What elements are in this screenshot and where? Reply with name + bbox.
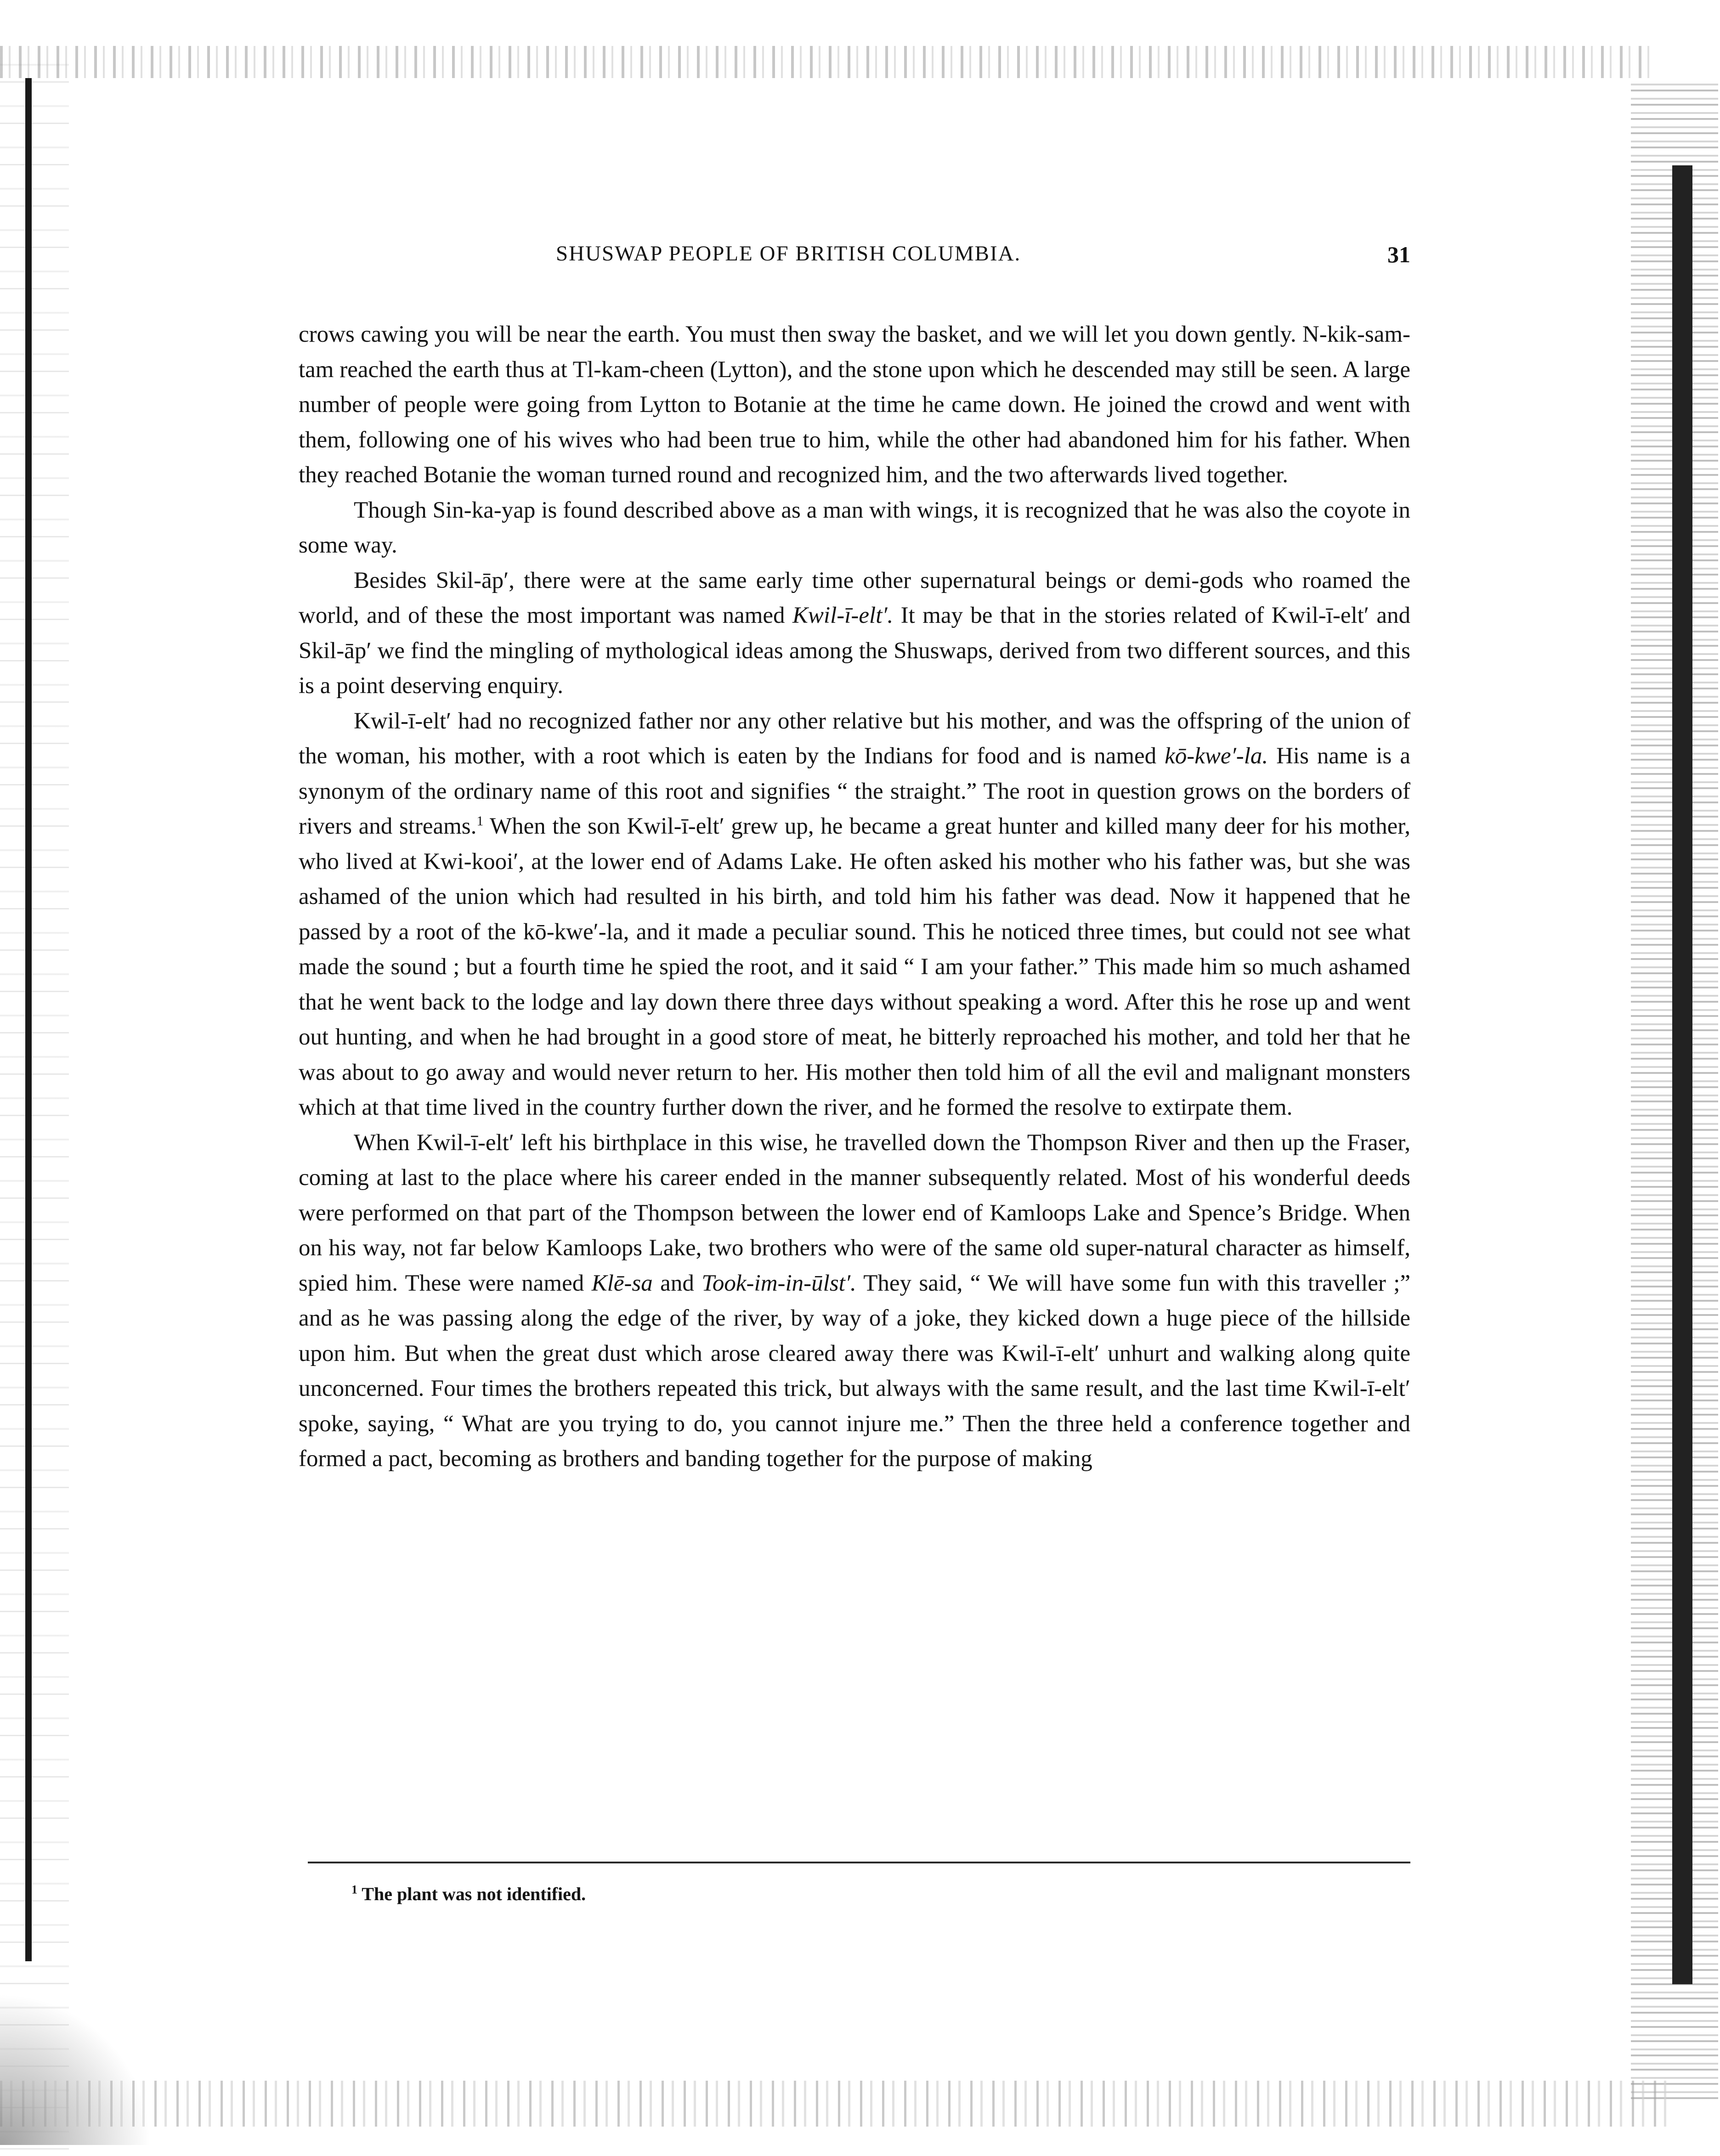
italic-term: kō-kwe′-la. — [1165, 743, 1268, 769]
paragraph — [299, 317, 1410, 493]
footnote — [351, 1883, 586, 1905]
text-run: It may be that in the stories related of Kwil-ī-elt′ and Skil-āp′ we find the mingling of mythological ideas among the Shuswaps, derived from two different sources, and this is a point deserving enquiry. — [299, 603, 1410, 699]
footnote-rule — [308, 1862, 1410, 1863]
text-run: and — [652, 1270, 702, 1296]
binding-edge-left — [25, 78, 32, 1961]
text-run: His name is a synonym of the ordinary name of this root and signifies “ the straight.” The root in question grows on the borders of rivers and streams. — [299, 743, 1410, 839]
text-run: crows cawing you will be near the earth. You must then sway the basket, and we will let you down gently. N-kik-sam-tam reached the earth thus at Tl-kam-cheen (Lytton), and the stone upon which he descended may still be seen. A large number of people were going from Lytton to Botanie at the time he came down. He joined the crowd and went with them, following one of his wives who had been true to him, while the other had abandoned him for his father. When they reached Botanie the woman turned round and recognized him, and the two afterwards lived together. — [299, 322, 1410, 488]
binding-edge-right — [1672, 165, 1692, 1984]
italic-term: Took-im-in-ūlst′. — [702, 1270, 856, 1296]
footnote-marker: 1 — [351, 1883, 357, 1896]
text-run: Kwil-ī-elt′ had no recognized father nor any other relative but his mother, and was the offspring of the union of the woman, his mother, with a root which is eaten by the Indians for food and is named — [299, 708, 1410, 769]
italic-term: Kwil-ī-elt′. — [792, 603, 894, 628]
scan-smudge-bottom-left — [0, 1993, 152, 2145]
footnote-reference: 1 — [476, 813, 484, 829]
running-head — [299, 241, 1410, 273]
text-run: Besides Skil-āp′, there were at the same early time other supernatural beings or demi-gods who roamed the world, and of these the most important was named — [299, 567, 1410, 628]
footnote-text: The plant was not identified. — [362, 1884, 586, 1904]
scan-noise-bottom — [0, 2081, 1672, 2127]
text-run: When Kwil-ī-elt′ left his birthplace in this wise, he travelled down the Thompson River and then up the Fraser, coming at last to the place where his career ended in the manner subsequently related. Most of his wonderful deeds were performed on that part of the Thompson between the lower end of Kamloops Lake and Spence’s Bridge. When on his way, not far below Kamloops Lake, two brothers who were of the same old super-natural character as himself, spied him. These were named — [299, 1129, 1410, 1296]
text-run: Though Sin-ka-yap is found described above as a man with wings, it is recognized that he was also the coyote in some way. — [299, 497, 1410, 558]
scan-noise-top — [0, 46, 1654, 78]
scan-noise-left — [0, 55, 69, 2150]
italic-term: Klē-sa — [591, 1270, 653, 1296]
body-text — [299, 317, 1410, 1477]
paragraph — [299, 704, 1410, 1125]
running-title: SHUSWAP PEOPLE OF BRITISH COLUMBIA. — [556, 242, 1021, 265]
text-run: When the son Kwil-ī-elt′ grew up, he became a great hunter and killed many deer for his mother, who lived at Kwi-kooi′, at the lower end of Adams Lake. He often asked his mother who his father was, but she was ashamed of the union which had resulted in his birth, and told him his father was dead. Now it happened that he passed by a root of the kō-kwe′-la, and it made a peculiar sound. This he noticed three times, but could not see what made the sound ; but a fourth time he spied the root, and it said “ I am your father.” This made him so much ashamed that he went back to the lodge and lay down there three days without speaking a word. After this he rose up and went out hunting, and when he had brought in a good store of meat, he bitterly reproached his mother, and told her that he was about to go away and would never return to her. His mother then told him of all the evil and malignant monsters which at that time lived in the country further down the river, and he formed the resolve to extirpate them. — [299, 813, 1410, 1120]
paragraph — [299, 493, 1410, 563]
page-number: 31 — [1387, 242, 1410, 267]
paragraph — [299, 563, 1410, 704]
paragraph — [299, 1125, 1410, 1477]
text-run: They said, “ We will have some fun with this traveller ;” and as he was passing along the edge of the river, by way of a joke, they kicked down a huge piece of the hillside upon him. But when the great dust which arose cleared away there was Kwil-ī-elt′ unhurt and walking along quite unconcerned. Four times the brothers repeated this trick, but always with the same result, and the last time Kwil-ī-elt′ spoke, saying, “ What are you trying to do, you cannot injure me.” Then the three held a conference together and formed a pact, becoming as brothers and banding together for the purpose of making — [299, 1270, 1411, 1472]
